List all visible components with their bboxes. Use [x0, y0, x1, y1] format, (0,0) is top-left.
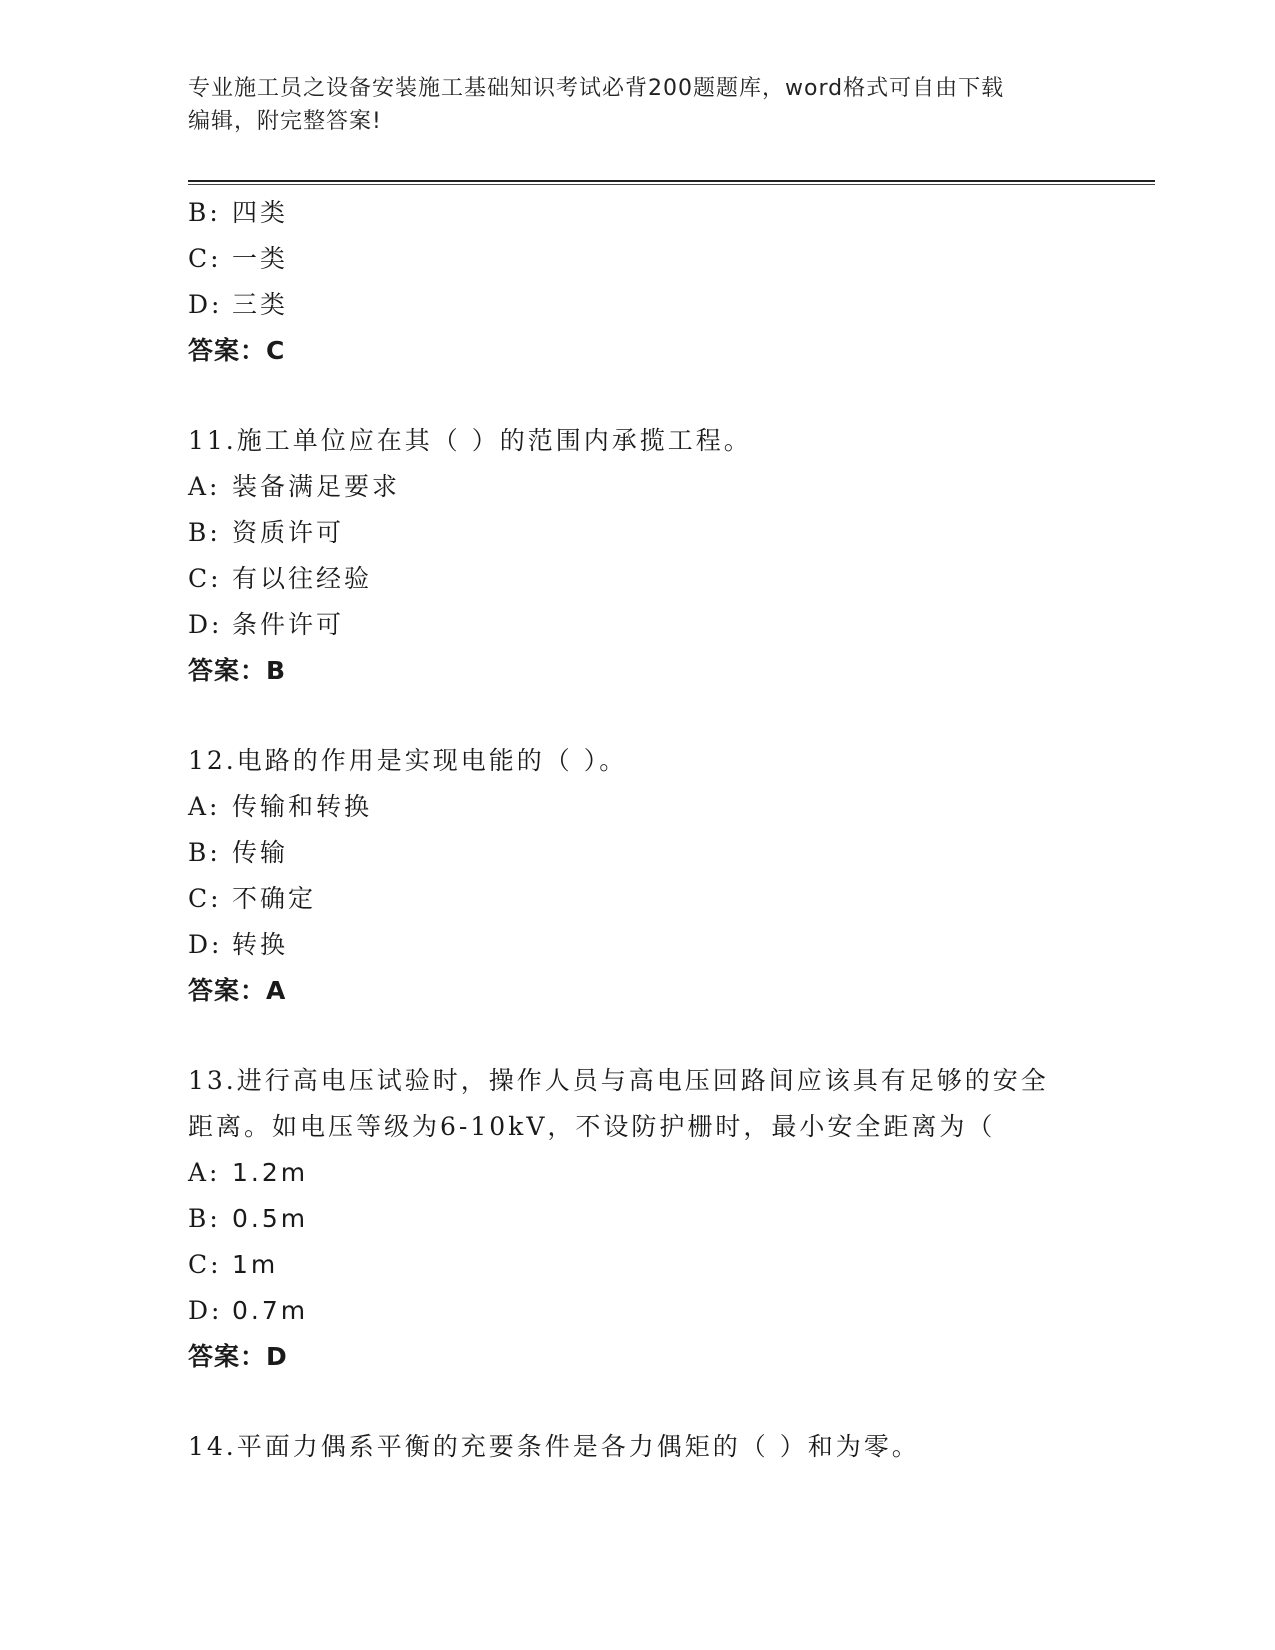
document-header [188, 72, 1068, 138]
spacer [188, 1380, 1118, 1424]
option-text: 资质许可 [232, 518, 345, 547]
question-stem: 14.平面力偶系平衡的充要条件是各力偶矩的（ ）和为零。 [188, 1432, 920, 1461]
option-c [188, 876, 1118, 922]
question-stem: 13.进行高电压试验时，操作人员与高电压回路间应该具有足够的安全 [188, 1066, 1049, 1095]
answer-line: 答案：A [188, 976, 287, 1005]
question-stem: 11.施工单位应在其（ ）的范围内承揽工程。 [188, 426, 752, 455]
option-key: B: [188, 838, 221, 867]
option-text: 转换 [232, 930, 289, 959]
option-text: 有以往经验 [232, 564, 373, 593]
question-block-14 [188, 1424, 1118, 1470]
question-stem: 12.电路的作用是实现电能的（ ）。 [188, 746, 628, 775]
answer-line: 答案：D [188, 1342, 288, 1371]
option-key: B: [188, 198, 221, 227]
option-b [188, 190, 1118, 236]
option-b [188, 830, 1118, 876]
option-d [188, 602, 1118, 648]
option-key: D: [188, 610, 223, 639]
header-line-2: 编辑，附完整答案! [188, 109, 382, 134]
question-block-13 [188, 1058, 1118, 1380]
question-stem-continued: 距离。如电压等级为6-10kV，不设防护栅时，最小安全距离为（ [188, 1112, 996, 1141]
option-text: 1m [232, 1250, 279, 1279]
header-line-1: 专业施工员之设备安装施工基础知识考试必背200题题库，word格式可自由下载 [188, 76, 1005, 101]
option-text: 传输和转换 [232, 792, 373, 821]
option-text: 装备满足要求 [232, 472, 401, 501]
option-c [188, 556, 1118, 602]
answer-line: 答案：C [188, 336, 286, 365]
option-text: 三类 [232, 290, 289, 319]
spacer [188, 374, 1118, 418]
option-key: C: [188, 244, 222, 273]
option-text: 0.5m [232, 1204, 309, 1233]
option-a [188, 1150, 1118, 1196]
option-d [188, 282, 1118, 328]
option-key: B: [188, 1204, 221, 1233]
header-rule-thick [188, 180, 1155, 182]
answer-line: 答案：B [188, 656, 287, 685]
option-text: 一类 [232, 244, 289, 273]
option-d [188, 922, 1118, 968]
option-b [188, 510, 1118, 556]
option-text: 四类 [232, 198, 289, 227]
option-d [188, 1288, 1118, 1334]
option-key: C: [188, 564, 222, 593]
option-a [188, 464, 1118, 510]
option-key: A: [188, 472, 221, 501]
option-key: D: [188, 1296, 223, 1325]
option-a [188, 784, 1118, 830]
option-key: B: [188, 518, 221, 547]
option-key: A: [188, 1158, 221, 1187]
header-rule-thin [188, 184, 1155, 185]
question-list [188, 190, 1118, 1470]
option-key: C: [188, 884, 222, 913]
question-block-12 [188, 738, 1118, 1014]
option-c [188, 236, 1118, 282]
option-text: 0.7m [232, 1296, 309, 1325]
option-key: D: [188, 930, 223, 959]
option-c [188, 1242, 1118, 1288]
option-text: 1.2m [232, 1158, 309, 1187]
option-text: 不确定 [232, 884, 317, 913]
question-block-11 [188, 418, 1118, 694]
spacer [188, 694, 1118, 738]
option-text: 传输 [232, 838, 289, 867]
question-block-prev [188, 190, 1118, 374]
option-b [188, 1196, 1118, 1242]
option-key: C: [188, 1250, 222, 1279]
option-text: 条件许可 [232, 610, 345, 639]
option-key: D: [188, 290, 223, 319]
option-key: A: [188, 792, 221, 821]
spacer [188, 1014, 1118, 1058]
